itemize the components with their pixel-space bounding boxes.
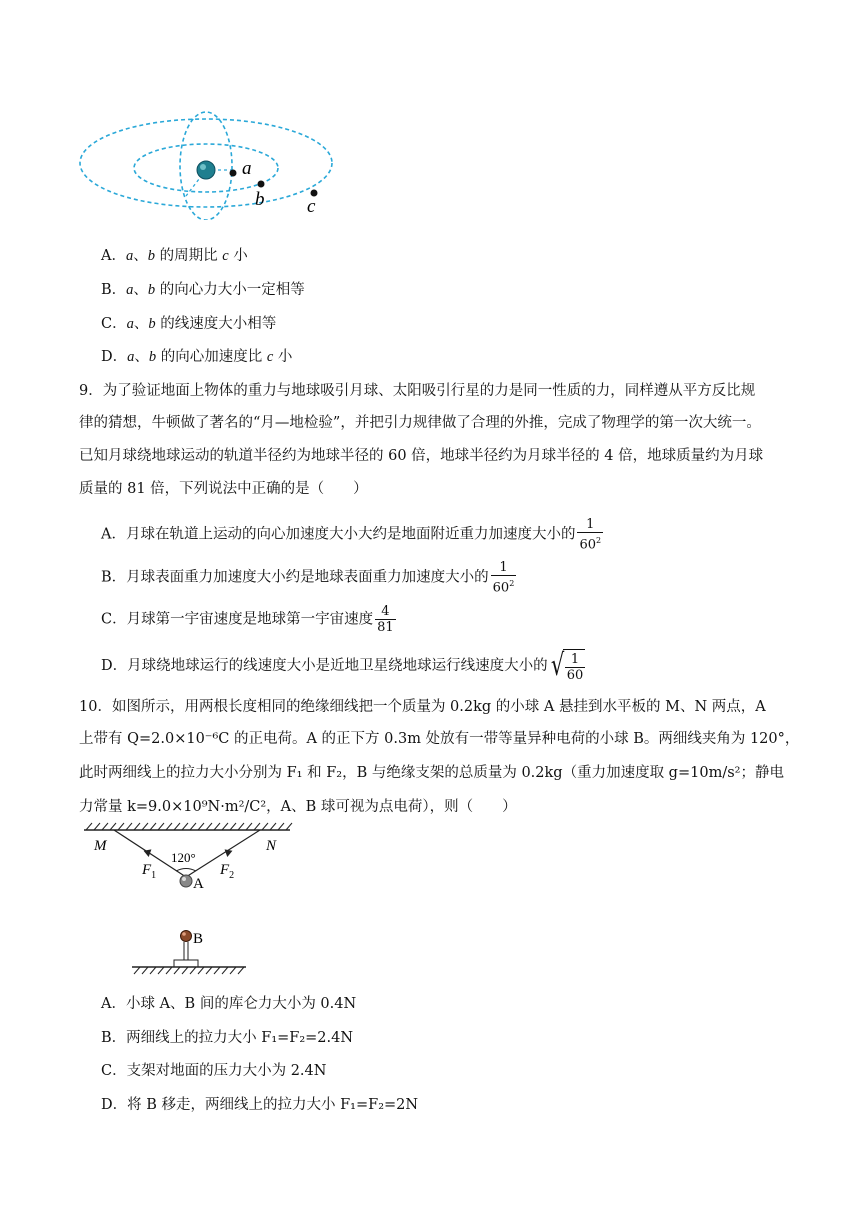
- text: 的周期比: [154, 248, 223, 264]
- option-letter: A．: [101, 248, 126, 264]
- label-f1: $F_1$: [142, 862, 157, 881]
- fraction: [565, 652, 586, 683]
- text: 小: [273, 349, 293, 365]
- exponent: 2: [596, 536, 602, 545]
- fraction-numerator: 4: [375, 604, 396, 620]
- earth-icon: [197, 161, 215, 179]
- ball-a-icon: [180, 875, 192, 887]
- arrow-f1-icon: [144, 849, 153, 857]
- q8-option-d: [101, 347, 292, 367]
- text: 的线速度大小相等: [155, 316, 277, 332]
- separator: 、: [133, 282, 148, 298]
- label-ball-b: B: [193, 931, 204, 947]
- stand-base: [174, 960, 198, 967]
- fraction-denominator: [577, 533, 603, 552]
- label-c: c: [307, 196, 316, 217]
- var-b: b: [148, 316, 156, 332]
- option-letter: B．: [101, 282, 127, 298]
- fraction: [577, 517, 603, 552]
- q9-option-b: [101, 560, 516, 595]
- var-b: b: [147, 248, 155, 264]
- q9-option-d: [101, 649, 585, 683]
- q10-stem-line-4: 力常量 k=9.0×10⁹N·m²/C²，A、B 球可视为点电荷），则（ ）: [79, 799, 517, 815]
- var-b: b: [148, 349, 157, 365]
- q10-option-d: D．将 B 移走，两细线上的拉力大小 F₁=F₂=2N: [101, 1097, 419, 1113]
- var-c: c: [222, 248, 229, 264]
- q9-option-a: [101, 517, 603, 552]
- q10-stem-line-1: 10．如图所示，用两根长度相同的绝缘细线把一个质量为 0.2kg 的小球 A 悬挂到水平板的 M、N 两点，A: [79, 699, 766, 715]
- label-m: M: [94, 838, 107, 854]
- fraction-denominator: 60: [566, 668, 584, 683]
- q8-option-b: [101, 280, 305, 300]
- fraction-numerator: 1: [491, 560, 517, 576]
- orbit-figure: [78, 108, 340, 220]
- text: 的向心加速度比: [156, 349, 267, 365]
- fraction-numerator: 1: [577, 517, 603, 533]
- square-root: [548, 649, 586, 683]
- base: 60: [492, 580, 510, 596]
- fraction-numerator: 1: [565, 652, 586, 668]
- q10-option-c: C．支架对地面的压力大小为 2.4N: [101, 1063, 327, 1079]
- hanging-ball-figure: [80, 822, 295, 982]
- label-ball-a: A: [193, 876, 204, 892]
- label-a: a: [242, 158, 252, 179]
- option-letter: D．: [101, 349, 128, 365]
- text: 小: [228, 248, 248, 264]
- q9-stem-line-3: 已知月球绕地球运动的轨道半径约为地球半径的 60 倍，地球半径约为月球半径的 4 倍，地球质量约为月球: [79, 448, 764, 464]
- var-a: a: [126, 282, 134, 298]
- var-a: a: [125, 248, 134, 264]
- satellite-b: [258, 181, 265, 188]
- ball-b-icon: [181, 931, 192, 942]
- satellite-a: [230, 170, 237, 177]
- option-text: C．月球第一宇宙速度是地球第一宇宙速度: [101, 611, 374, 628]
- option-text: B．月球表面重力加速度大小约是地球表面重力加速度大小的: [101, 569, 489, 586]
- label-angle: 120°: [171, 850, 196, 865]
- q9-stem-line-1: 9．为了验证地面上物体的重力与地球吸引月球、太阳吸引行星的力是同一性质的力，同样遵从平方反比规: [79, 383, 756, 399]
- separator: 、: [133, 316, 149, 332]
- fraction-denominator: 81: [377, 620, 394, 635]
- label-f2: $F_2$: [220, 862, 235, 881]
- option-text: D．月球绕地球运行的线速度大小是近地卫星绕地球运行线速度大小的: [101, 658, 548, 674]
- radical-sign: √: [550, 648, 564, 683]
- fraction: [491, 560, 517, 595]
- base: 60: [579, 537, 597, 553]
- fraction-denominator: [491, 576, 517, 595]
- q9-option-c: [101, 604, 396, 635]
- text: 的向心力大小一定相等: [155, 282, 305, 298]
- var-a: a: [127, 349, 135, 365]
- q10-option-a: A．小球 A、B 间的库仑力大小为 0.4N: [101, 996, 357, 1012]
- var-a: a: [126, 316, 134, 332]
- separator: 、: [133, 248, 148, 264]
- q9-stem-line-2: 律的猜想，牛顿做了著名的“月—地检验”，并把引力规律做了合理的外推，完成了物理学的第一次大统一。: [79, 415, 761, 431]
- q9-stem-line-4: 质量的 81 倍，下列说法中正确的是（ ）: [79, 481, 368, 497]
- label-n: N: [266, 838, 277, 854]
- label-b: b: [255, 189, 265, 210]
- var-c: c: [266, 349, 274, 365]
- option-letter: C．: [101, 316, 127, 332]
- q10-stem-line-2: 上带有 Q=2.0×10⁻⁶C 的正电荷。A 的正下方 0.3m 处放有一带等量异种电荷的小球 B。两细线夹角为 120°，: [79, 731, 800, 747]
- q10-option-b: B．两细线上的拉力大小 F₁=F₂=2.4N: [101, 1030, 354, 1046]
- q8-option-c: [101, 314, 276, 334]
- var-b: b: [147, 282, 156, 298]
- arrow-f2-icon: [223, 849, 232, 857]
- separator: 、: [134, 349, 149, 365]
- fraction: [375, 604, 396, 635]
- q8-option-a: [101, 246, 248, 266]
- option-text: A．月球在轨道上运动的向心加速度大小大约是地面附近重力加速度大小的: [101, 526, 576, 543]
- q10-stem-line-3: 此时两细线上的拉力大小分别为 F₁ 和 F₂，B 与绝缘支架的总质量为 0.2kg（重力加速度取 g=10m/s²；静电: [79, 765, 784, 781]
- exponent: 2: [509, 579, 515, 588]
